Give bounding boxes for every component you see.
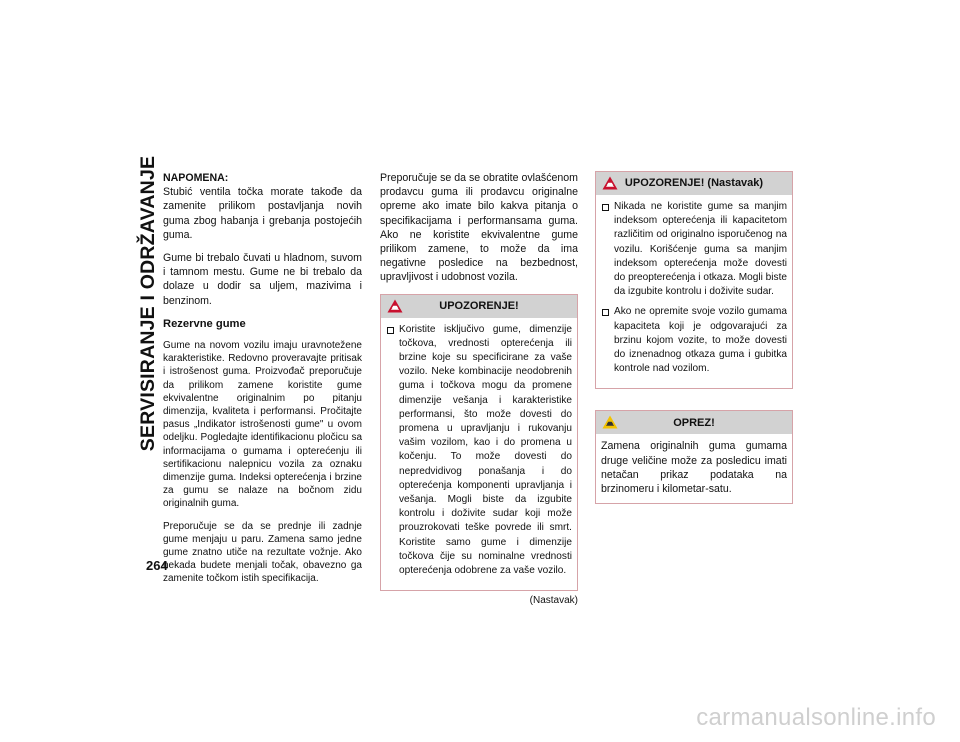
section-title: Rezervne gume: [163, 317, 246, 330]
column-1: [163, 171, 362, 595]
warning-box: [380, 294, 578, 592]
note-text: Stubić ventila točka morate takođe da zamenite prilikom postavljanja novih guma zbog habanja i grebanja postojećih guma.: [163, 186, 362, 241]
storage-paragraph: Gume bi trebalo čuvati u hladnom, suvom i tamnom mestu. Gume ne bi trebalo da dolaze u dodir sa uljem, mazivima i benzinom.: [163, 252, 362, 307]
bullet-square-icon: [602, 309, 609, 316]
warning-header: [381, 295, 577, 318]
watermark: carmanualsonline.info: [696, 704, 936, 731]
replacement-paragraph: Gume na novom vozilu imaju uravnotežene karakteristike. Redovno proveravajte pritisak i istrošenost guma. Proizvođač preporučuje da prilikom zamene koristite gume ekvivalentne originalnim po pitanju dimenzija, kvaliteta i performansi. Pročitajte pasus „Indikator istrošenosti gume" u ovom odeljku. Pogledajte identifikacionu pločicu sa informacijama o gumama i opterećenju ili sertifikacionu nalepnicu vozila za oznaku dimenzije guma. Indeksi opterećenja i brzine za gumu se nalaze na bočnom zidu originalnih guma.: [163, 340, 362, 510]
warning-bullet: [601, 305, 787, 376]
warning-title: UPOZORENJE!: [439, 300, 519, 313]
warning-continued-header: [596, 172, 792, 195]
dealer-paragraph: Preporučuje se da se obratite ovlašćenom prodavcu guma ili prodavcu originalne opreme ako imate bilo kakva pitanja o specifikacijama i performansama guma. Ako ne koristite ekvivalentne gume prilikom zamene, to može da ima negativne posledice na bezbednost, upravljivost i udobnost vozila.: [380, 172, 578, 284]
continued-label: (Nastavak): [529, 595, 578, 607]
warning-continued-title: UPOZORENJE! (Nastavak): [624, 177, 764, 190]
caution-body: Zamena originalnih guma gumama druge veličine može za posledicu imati netačan prikaz podataka na brzinomeru i kilometar-satu.: [601, 440, 787, 496]
warning-body: [381, 318, 577, 591]
caution-box: [595, 410, 793, 503]
warning-continued-body: [596, 195, 792, 388]
caution-triangle-icon: [602, 415, 618, 429]
section-side-title: [137, 155, 161, 451]
warning-bullet: [601, 200, 787, 299]
column-3: [595, 171, 793, 504]
bullet-square-icon: [387, 327, 394, 334]
warning-bullet-text: Koristite isključivo gume, dimenzije točkova, vrednosti opterećenja ili brzine koje su specificirane za vaše vozilo. Neke kombinacije neodobrenih guma i točkova mogu da promene dimenzije vešanja i karakteristike performansi, što može dovesti do promena u upravljanju i rukovanju vašim vozilom, kao i do promena u kočenju. To može dovesti do nepredvidivog ponašanja i do opterećenja komponenti upravljanja i vešanja. Mogli biste da izgubite kontrolu i doživite sudar koji može prouzrokovati teške povrede ili smrt. Koristite samo gume i dimenzije točkova čije su nominalne vrednosti opterećenja odobrene za vaše vozilo.: [399, 323, 572, 577]
column-2: [380, 171, 578, 608]
note-heading: NAPOMENA:: [163, 172, 229, 184]
warning-triangle-icon: [602, 176, 618, 190]
caution-title: OPREZ!: [673, 416, 715, 429]
caution-header: [596, 411, 792, 434]
warning-bullet: [386, 323, 572, 579]
bullet-square-icon: [602, 204, 609, 211]
warning-bullet-text: Ako ne opremite svoje vozilo gumama kapaciteta koji je odgovarajući za brzinu kojom vozite, to može dovesti do iznenadnog otkaza guma i gubitka kontrole nad vozilom.: [614, 306, 787, 375]
pair-replacement-paragraph: Preporučuje se da se prednje ili zadnje gume menjaju u paru. Zamena samo jedne gume znatno utiče na rezultate vožnje. Ako nekada budete menjali točak, obavezno ga zamenite točkom istih specifikacija.: [163, 520, 362, 585]
warning-continued-box: [595, 171, 793, 389]
warning-triangle-icon: [387, 299, 403, 313]
page-number: 264: [146, 558, 168, 573]
side-title-text: SERVISIRANJE I ODRŽAVANJE: [137, 155, 160, 451]
warning-bullet-text: Nikada ne koristite gume sa manjim indeksom opterećenja ili kapacitetom različitim od originalno isporučenog na vozilu. Korišćenje guma sa manjim indeksom opterećenja može dovesti do preopterećenja i otkaza. Mogli biste da izgubite kontrolu i doživite sudar.: [614, 201, 787, 298]
